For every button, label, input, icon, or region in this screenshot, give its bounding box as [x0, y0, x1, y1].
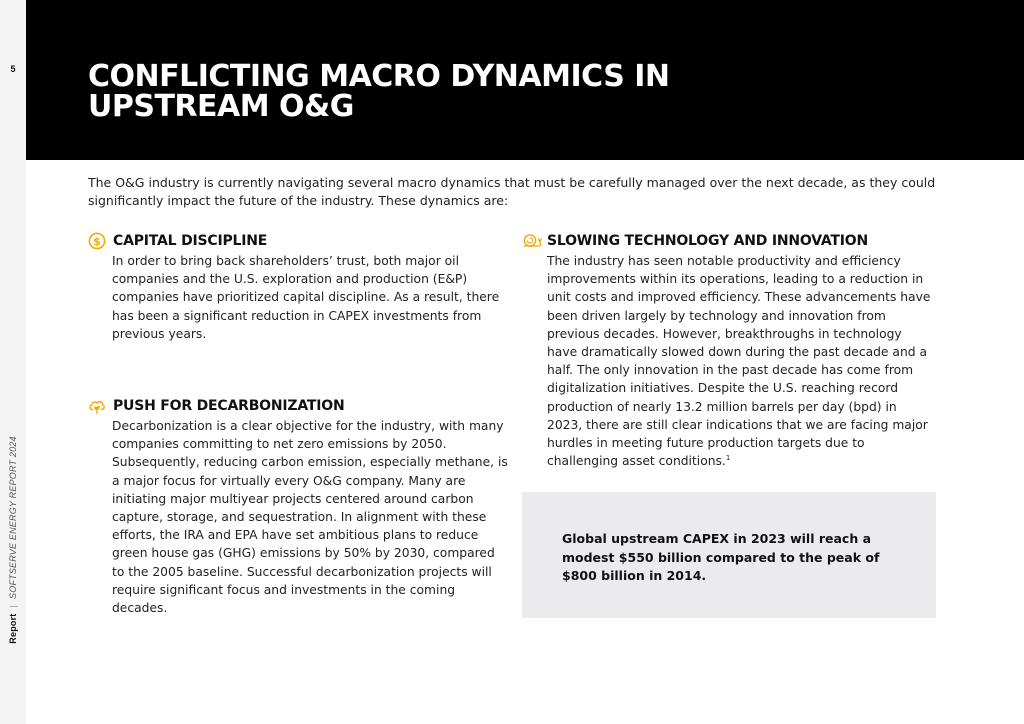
section-body	[547, 252, 932, 470]
section-header	[522, 232, 932, 250]
svg-text:$: $	[93, 235, 101, 248]
side-label-separator: |	[8, 604, 18, 608]
footnote-marker: 1	[725, 454, 731, 463]
section-capital-discipline	[88, 232, 508, 343]
side-label-report: Report	[8, 613, 18, 644]
section-title: PUSH FOR DECARBONIZATION	[113, 398, 345, 414]
section-body: Decarbonization is a clear objective for the industry, with many companies committing to net zero emissions by 2050. Subsequently, reducing carbon emission, especially methane, is a major focus for virtually every O&G company. Many are initiating major multiyear projects centered around carbon capture, storage, and sequestration. In alignment with these efforts, the IRA and EPA have set ambitious plans to reduce green house gas (GHG) emissions by 50% by 2030, compared to the 2005 baseline. Successful decarbonization projects will require significant focus and investments in the coming decades.	[112, 419, 508, 616]
section-header	[88, 232, 508, 250]
snail-icon	[522, 232, 542, 250]
page-title: CONFLICTING MACRO DYNAMICS IN UPSTREAM O&G	[88, 59, 670, 124]
page-number: 5	[10, 64, 16, 74]
intro-paragraph: The O&G industry is currently navigating several macro dynamics that must be carefully managed over the next decade, as they could significantly impact the future of the industry. These dynamics are:	[88, 175, 936, 208]
callout-box	[522, 492, 936, 618]
section-title: SLOWING TECHNOLOGY AND INNOVATION	[547, 233, 869, 249]
section-body-text: The industry has seen notable productivity and efficiency improvements within its operations, leading to a reduction in unit costs and improved efficiency. These advancements have been driven largely by technology and innovation from previous decades. However, breakthroughs in technology have dramatically slowed down during the past decade and a half. The only innovation in the past decade has come from digitalization initiatives. Despite the U.S. reaching record production of nearly 13.2 million barrels per day (bpd) in 2023, there are still clear indications that we are facing major hurdles in meeting future production targets due to challenging asset conditions.	[547, 254, 931, 469]
cloud-leaf-icon	[88, 397, 106, 415]
dollar-coin-icon	[88, 232, 106, 250]
section-header	[88, 397, 508, 415]
side-running-title	[8, 436, 18, 643]
section-body: In order to bring back shareholders’ trust, both major oil companies and the U.S. exploration and production (E&P) companies have prioritized capital discipline. As a result, there has been a significant reduction in CAPEX investments from previous years.	[112, 254, 500, 341]
hero-banner	[26, 0, 1024, 160]
section-title: CAPITAL DISCIPLINE	[113, 233, 268, 249]
section-push-for-decarbonization	[88, 397, 508, 617]
callout-text: Global upstream CAPEX in 2023 will reach a modest $550 billion compared to the peak of $800 billion in 2014.	[562, 531, 880, 583]
side-label-title: SOFTSERVE ENERGY REPORT 2024	[8, 436, 18, 599]
section-slowing-technology	[522, 232, 932, 470]
